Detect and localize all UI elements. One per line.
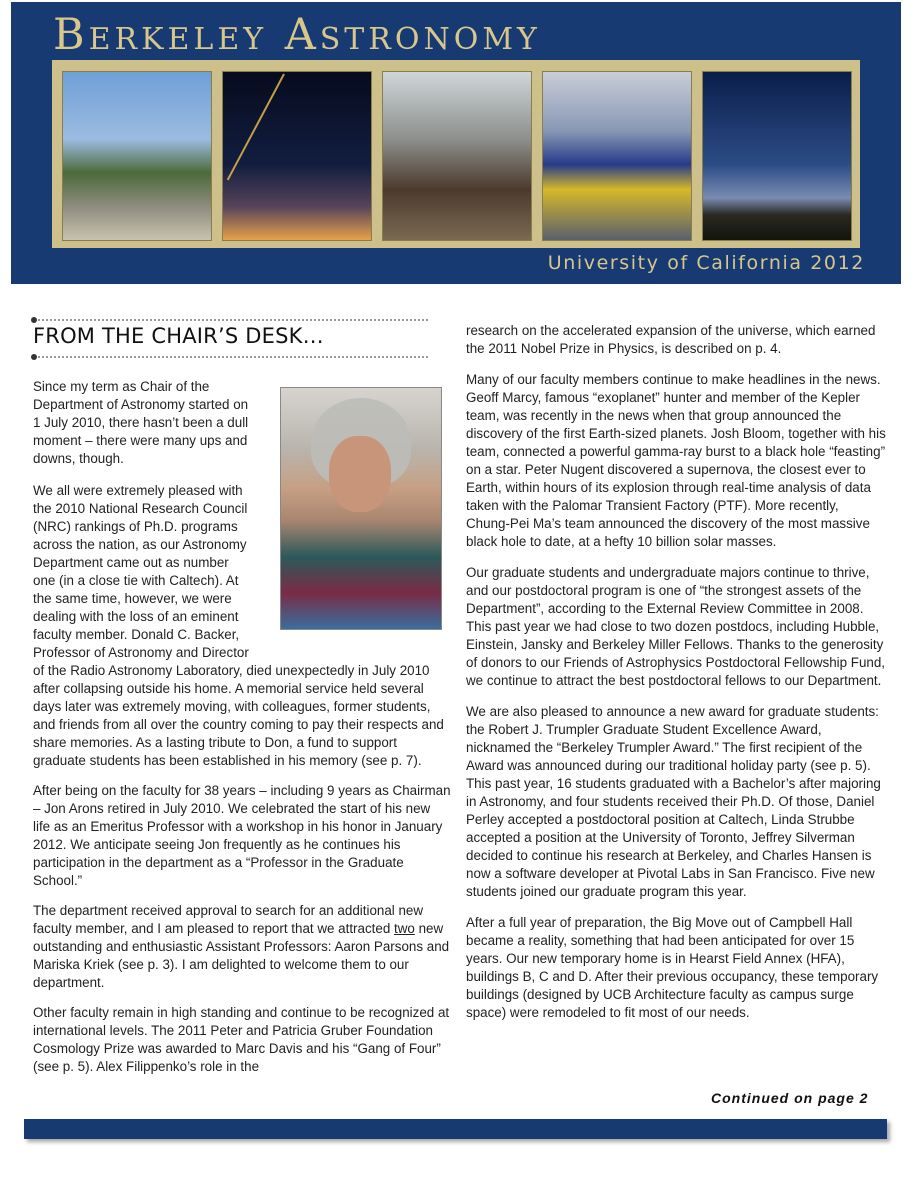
- faculty-recognition-paragraph: Other faculty remain in high standing and continue to be recognized at international levels. The 2011 Peter and Patricia Gruber Foundation Cosmology Prize was awarded to Marc Davis and his “Gang of Four” (see p. 5). Alex Filippenko’s role in the: [33, 1005, 450, 1074]
- headlines-paragraph: Many of our faculty members continue to make headlines in the news. Geoff Marcy, famous “exoplanet” hunter and member of the Kepler team, was recently in the news when that group announced the discovery of the first Earth-sized planets. Josh Bloom, together with his team, connected a powerful gamma-ray burst to a black hole “feasting” on a star. Peter Nugent discovered a supernova, the closest ever to Earth, within hours of its explosion through real-time analysis of data taken with the Palomar Transient Factory (PTF). More recently, Chung-Pei Ma’s team announced the discovery of the most massive black hole to date, at a hefty 10 billion solar masses.: [466, 372, 886, 549]
- photo-strip: [52, 60, 860, 248]
- section-heading: FROM THE CHAIR’S DESK…: [33, 324, 324, 348]
- text-run: new outstanding and enthusiastic Assistant Professors: Aaron Parsons and Mariska Kriek (see p. 3). I am delighted to welcome them to our department.: [33, 921, 450, 990]
- text-line: dealing with the loss of an eminent: [33, 609, 239, 624]
- photo-campus-gate: [62, 71, 212, 241]
- photo-students-computer: [382, 71, 532, 241]
- trumpler-award-paragraph: We are also pleased to announce a new award for graduate students: the Robert J. Trumpler Graduate Student Excellence Award, nicknamed the “Berkeley Trumpler Award.” The first recipient of the Award was announced during our traditional holiday party (see p. 5). This past year, 16 students graduated with a Bachelor’s after majoring in Astronomy, and four students received their Ph.D. Of those, Daniel Perley accepted a postdoctoral position at Caltech, Linda Strubbe accepted a position at the University of Toronto, Jeffrey Silverman decided to continue his research at Berkeley, and Charles Hansen is now a software developer at Pivotal Labs in San Francisco. Five new students joined our graduate program this year.: [466, 704, 881, 899]
- text-line: faculty member. Donald C. Backer,: [33, 627, 240, 642]
- graduate-students-paragraph: Our graduate students and undergraduate majors continue to thrive, and our postdoctoral program is one of “the strongest assets of the Department”, according to the External Review Committee in 2008. This past year we had close to two dozen postdocs, including Hubble, Einstein, Jansky and Berkeley Miller Fellows. Thanks to the generosity of donors to our Friends of Astrophysics Postdoctoral Fellowship Fund, we continue to attract the best postdoctoral fellows to our Department.: [466, 565, 886, 688]
- new-faculty-paragraph: [33, 902, 451, 992]
- heading-divider-top: [33, 319, 428, 321]
- intro-paragraph: [33, 378, 283, 468]
- text-line: Department came out as number: [33, 555, 229, 570]
- nobel-paragraph: research on the accelerated expansion of the universe, which earned the 2011 Nobel Prize in Physics, is described on p. 4.: [466, 323, 876, 356]
- text-line: the same time, however, we were: [33, 591, 232, 606]
- text-line: moment – there were many ups and: [33, 433, 248, 448]
- text-line: (NRC) rankings of Ph.D. programs: [33, 519, 238, 534]
- text-line: Department of Astronomy started on: [33, 397, 249, 412]
- text-run: The department received approval to search for an additional new faculty member, and I am pleased to report that we attracted: [33, 903, 424, 936]
- header-banner: [11, 2, 901, 284]
- nrc-paragraph-continued: of the Radio Astronomy Laboratory, died unexpectedly in July 2010 after collapsing outside his home. A memorial service held several days later was extremely moving, with colleagues, former students, and friends from all over the country coming to pay their respects and share memories. As a lasting tribute to Don, a fund to support graduate students has been established in his memory (see p. 7).: [33, 663, 444, 768]
- text-line: 1 July 2010, there hasn’t been a dull: [33, 415, 249, 430]
- text-line: Since my term as Chair of the: [33, 379, 210, 394]
- text-line: one (in a close tie with Caltech). At: [33, 573, 239, 588]
- chair-portrait-photo: [280, 387, 442, 630]
- big-move-paragraph: After a full year of preparation, the Big Move out of Campbell Hall became a reality, something that had been anticipated for over 15 years. Our new temporary home is in Hearst Field Annex (HFA), buildings B, C and D. After their previous occupancy, these temporary buildings (designed by UCB Architecture faculty as campus surge space) were remodeled to fit most of our needs.: [466, 915, 879, 1020]
- right-column-body: [466, 322, 886, 1022]
- footer-bar: [24, 1119, 887, 1139]
- masthead-title: Berkeley Astronomy: [53, 10, 541, 60]
- heading-divider-bottom: [33, 356, 428, 358]
- masthead-subtitle: University of California 2012: [547, 252, 865, 274]
- nrc-paragraph-wrapped: [33, 482, 283, 662]
- photo-laser-observatory: [222, 71, 372, 241]
- text-line: across the nation, as our Astronomy: [33, 537, 247, 552]
- arons-paragraph: After being on the faculty for 38 years – including 9 years as Chairman – Jon Arons retired in July 2010. We celebrated the start of his new life as an Emeritus Professor with a workshop in his honor in January 2012. We anticipate seeing Jon frequently as he continues his participation in the department as a “Professor in the Graduate School.”: [33, 783, 451, 888]
- text-line: downs, though.: [33, 451, 124, 466]
- text-line: the 2010 National Research Council: [33, 501, 248, 516]
- photo-telescope: [542, 71, 692, 241]
- text-line: We all were extremely pleased with: [33, 483, 243, 498]
- left-column-body: [33, 662, 451, 1076]
- underlined-word: two: [394, 921, 415, 936]
- text-line: Professor of Astronomy and Director: [33, 645, 249, 660]
- continued-link[interactable]: Continued on page 2: [711, 1090, 869, 1106]
- photo-radio-dish: [702, 71, 852, 241]
